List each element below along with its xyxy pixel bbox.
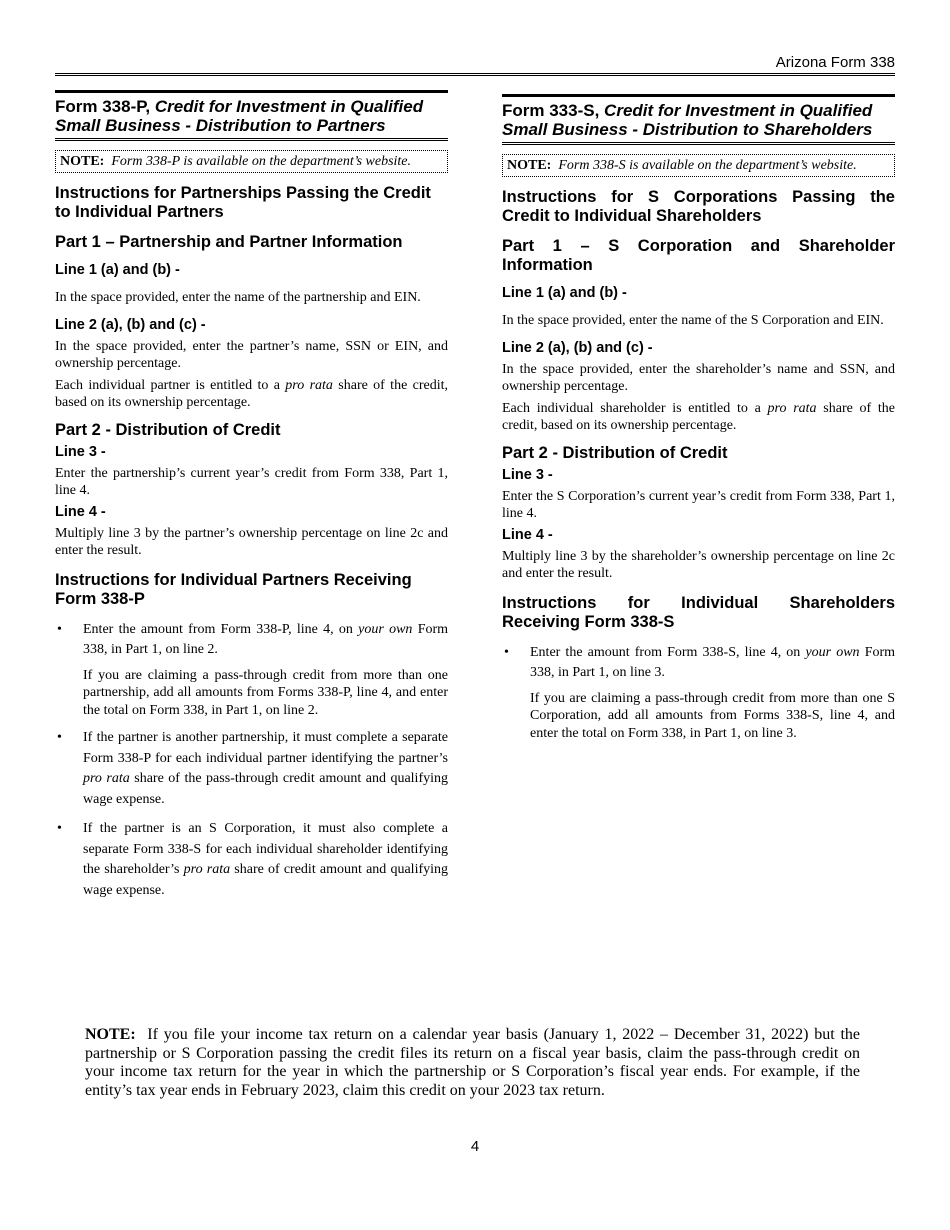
right-line3-heading: Line 3 - bbox=[502, 466, 553, 483]
left-line2-text2-a: Each individual partner is entitled to a bbox=[55, 377, 280, 393]
left-bullet3-a: If the partner is an S Corporation, it must also complete a separate Form 338-S for each individual shareholder identifying the shareholder’s bbox=[83, 821, 448, 877]
right-line2-heading: Line 2 (a), (b) and (c) - bbox=[502, 339, 653, 356]
right-bullet1-sub: If you are claiming a pass-through credit from more than one S Corporation, add all amounts from Forms 338-S, line 4, and enter the total on Form 338, in Part 1, on line 3. bbox=[530, 690, 895, 741]
left-bullet3-b: share of credit amount and qualifying wage expense. bbox=[83, 862, 449, 898]
left-bullet2-a: If the partner is another partnership, it must complete a separate Form 338-P for each individual partner identifying the partner’s bbox=[83, 730, 448, 766]
left-main-heading: Instructions for Partnerships Passing the Credit to Individual Partners bbox=[55, 184, 431, 221]
left-line4-text: Multiply line 3 by the partner’s ownership percentage on line 2c and enter the result. bbox=[55, 525, 448, 558]
right-bullet1-b: Form 338, in Part 1, on line 3. bbox=[530, 644, 896, 680]
left-bullet2-italic: pro rata bbox=[83, 771, 130, 786]
left-bullet1-b: Form 338, in Part 1, on line 2. bbox=[83, 621, 449, 657]
right-line1-heading: Line 1 (a) and (b) - bbox=[502, 285, 627, 301]
right-line2-text2-b: share of the credit, based on its ownership percentage. bbox=[502, 400, 896, 433]
left-line2-text: In the space provided, enter the partner’s name, SSN or EIN, and ownership percentage. bbox=[55, 338, 448, 371]
form-header-label: Arizona Form 338 bbox=[775, 54, 895, 71]
left-title-prefix: Form 338-P, bbox=[55, 97, 151, 116]
right-note-box bbox=[502, 154, 895, 177]
left-part1-heading: Part 1 – Partnership and Partner Information bbox=[55, 233, 403, 251]
left-bullet1-a: Enter the amount from Form 338-P, line 4, on bbox=[83, 621, 353, 637]
left-title-italic: Credit for Investment in Qualified Small Business - Distribution to Partners bbox=[55, 97, 424, 135]
right-bullet1-a: Enter the amount from Form 338-S, line 4, on bbox=[530, 644, 801, 660]
right-line1-text: In the space provided, enter the name of the S Corporation and EIN. bbox=[502, 313, 884, 328]
right-line2-text2-a: Each individual shareholder is entitled to a bbox=[502, 400, 761, 416]
right-note-label: NOTE: bbox=[507, 158, 552, 173]
left-bullet-list bbox=[55, 620, 448, 902]
right-title-prefix: Form 333-S, bbox=[502, 101, 600, 120]
bottom-note-text: If you file your income tax return on a calendar year basis (January 1, 2022 – December 31, 2022) but the partnership or S Corporation passing the credit files its return on a fiscal year basis, claim the pass-through credit on your income tax return for the year in which the partnership or S Corporation’s fiscal year ends. For example, if the entity’s tax year ends in February 2023, claim this credit on your 2023 tax return. bbox=[85, 1026, 861, 1099]
left-line2-text2 bbox=[55, 377, 448, 412]
list-item bbox=[55, 819, 448, 901]
bullet-icon: • bbox=[57, 621, 62, 637]
left-bullet3-italic: pro rata bbox=[183, 862, 231, 877]
left-note-label: NOTE: bbox=[60, 154, 105, 169]
right-line2-text2 bbox=[502, 400, 895, 435]
right-bullet-list bbox=[502, 643, 895, 743]
right-part2-heading: Part 2 - Distribution of Credit bbox=[502, 443, 728, 462]
bullet-icon: • bbox=[57, 730, 62, 745]
left-bullet2-b: share of the pass-through credit amount and qualifying wage expense. bbox=[83, 771, 448, 807]
left-bullet1-sub: If you are claiming a pass-through credit from more than one partnership, add all amounts from Forms 338-P, line 4, and enter the total on Form 338, in Part 1, on line 2. bbox=[83, 667, 448, 718]
bottom-note-label: NOTE: bbox=[85, 1026, 136, 1043]
right-line3-text: Enter the S Corporation’s current year’s credit from Form 338, Part 1, line 4. bbox=[502, 488, 895, 521]
right-line4-heading: Line 4 - bbox=[502, 526, 553, 543]
left-line3-heading: Line 3 - bbox=[55, 443, 106, 460]
page-number: 4 bbox=[470, 1138, 480, 1155]
left-line1-heading: Line 1 (a) and (b) - bbox=[55, 262, 180, 278]
left-note-box bbox=[55, 150, 448, 173]
right-bullet1-italic: your own bbox=[805, 644, 860, 660]
right-form-title bbox=[502, 94, 895, 145]
left-receiving-heading: Instructions for Individual Partners Receiving Form 338-P bbox=[55, 570, 412, 608]
left-line2-text2-italic: pro rata bbox=[285, 377, 333, 393]
bullet-icon: • bbox=[504, 644, 509, 660]
left-line2-heading: Line 2 (a), (b) and (c) - bbox=[55, 316, 206, 333]
left-form-title bbox=[55, 90, 448, 141]
right-part1-heading: Part 1 – S Corporation and Shareholder Information bbox=[502, 237, 895, 274]
right-line4-text: Multiply line 3 by the shareholder’s ownership percentage on line 2c and enter the result. bbox=[502, 548, 895, 581]
list-item bbox=[502, 643, 895, 743]
header-divider bbox=[55, 73, 895, 76]
left-column bbox=[55, 90, 448, 910]
right-note-text: Form 338-S is available on the department’s website. bbox=[558, 158, 857, 173]
right-receiving-heading: Instructions for Individual Shareholders Receiving Form 338-S bbox=[502, 593, 895, 631]
left-line4-heading: Line 4 - bbox=[55, 503, 106, 520]
left-note-text: Form 338-P is available on the department’s website. bbox=[111, 154, 412, 169]
bullet-icon: • bbox=[57, 821, 62, 836]
right-line2-text2-italic: pro rata bbox=[767, 400, 817, 416]
left-line3-text: Enter the partnership’s current year’s credit from Form 338, Part 1, line 4. bbox=[55, 465, 448, 498]
list-item bbox=[55, 728, 448, 810]
left-line2-text2-b: share of the credit, based on its ownership percentage. bbox=[55, 377, 449, 410]
left-line1-text: In the space provided, enter the name of the partnership and EIN. bbox=[55, 290, 421, 305]
bottom-note bbox=[85, 1026, 860, 1100]
right-title-italic: Credit for Investment in Qualified Small Business - Distribution to Shareholders bbox=[502, 101, 873, 139]
right-column bbox=[502, 94, 895, 751]
left-bullet1-italic: your own bbox=[358, 621, 413, 637]
right-line2-text: In the space provided, enter the shareholder’s name and SSN, and ownership percentage. bbox=[502, 361, 895, 394]
right-main-heading: Instructions for S Corporations Passing the Credit to Individual Shareholders bbox=[502, 188, 895, 225]
left-part2-heading: Part 2 - Distribution of Credit bbox=[55, 420, 281, 439]
list-item bbox=[55, 620, 448, 720]
